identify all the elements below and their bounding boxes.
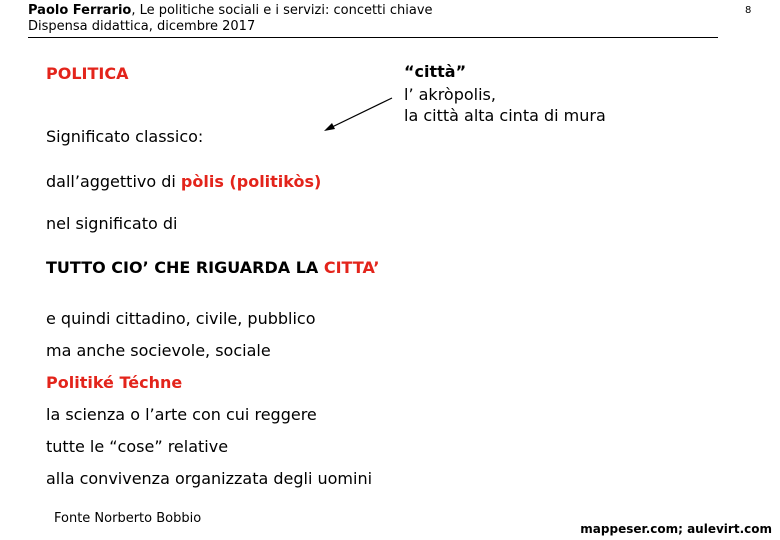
note-title: “città” <box>404 62 467 81</box>
header-title <box>28 3 433 19</box>
meaning-label: Significato classico: <box>46 127 204 146</box>
note-line-2: la città alta cinta di mura <box>404 106 606 125</box>
body-line: alla convivenza organizzata degli uomini <box>46 469 373 488</box>
techne-term: Politiké Téchne <box>46 373 183 392</box>
page-heading: POLITICA <box>46 64 129 83</box>
header-author: Paolo Ferrario <box>28 3 132 18</box>
adjective-term: pòlis (politikòs) <box>180 172 322 191</box>
city-phrase-prefix: TUTTO CIO’ CHE RIGUARDA LA <box>46 258 324 277</box>
header-subtitle: Dispensa didattica, dicembre 2017 <box>28 19 256 34</box>
adjective-prefix: dall’aggettivo di <box>46 172 181 191</box>
city-phrase-term: CITTA’ <box>323 258 380 277</box>
footer-site: mappeser.com; aulevirt.com <box>580 522 772 536</box>
page-number: 8 <box>745 5 752 16</box>
city-phrase <box>46 258 379 278</box>
body-line: e quindi cittadino, civile, pubblico <box>46 309 316 328</box>
pointer-arrow-icon <box>320 96 400 136</box>
body-line: tutte le “cose” relative <box>46 437 229 456</box>
source-note: Fonte Norberto Bobbio <box>54 511 202 526</box>
note-line-1: l’ akròpolis, <box>404 85 496 104</box>
adjective-line <box>46 172 321 192</box>
body-line: ma anche socievole, sociale <box>46 341 271 360</box>
body-line: la scienza o l’arte con cui reggere <box>46 405 317 424</box>
header-title-rest: , Le politiche sociali e i servizi: concetti chiave <box>131 3 433 18</box>
in-meaning-line: nel significato di <box>46 214 178 233</box>
header-divider <box>28 37 718 38</box>
